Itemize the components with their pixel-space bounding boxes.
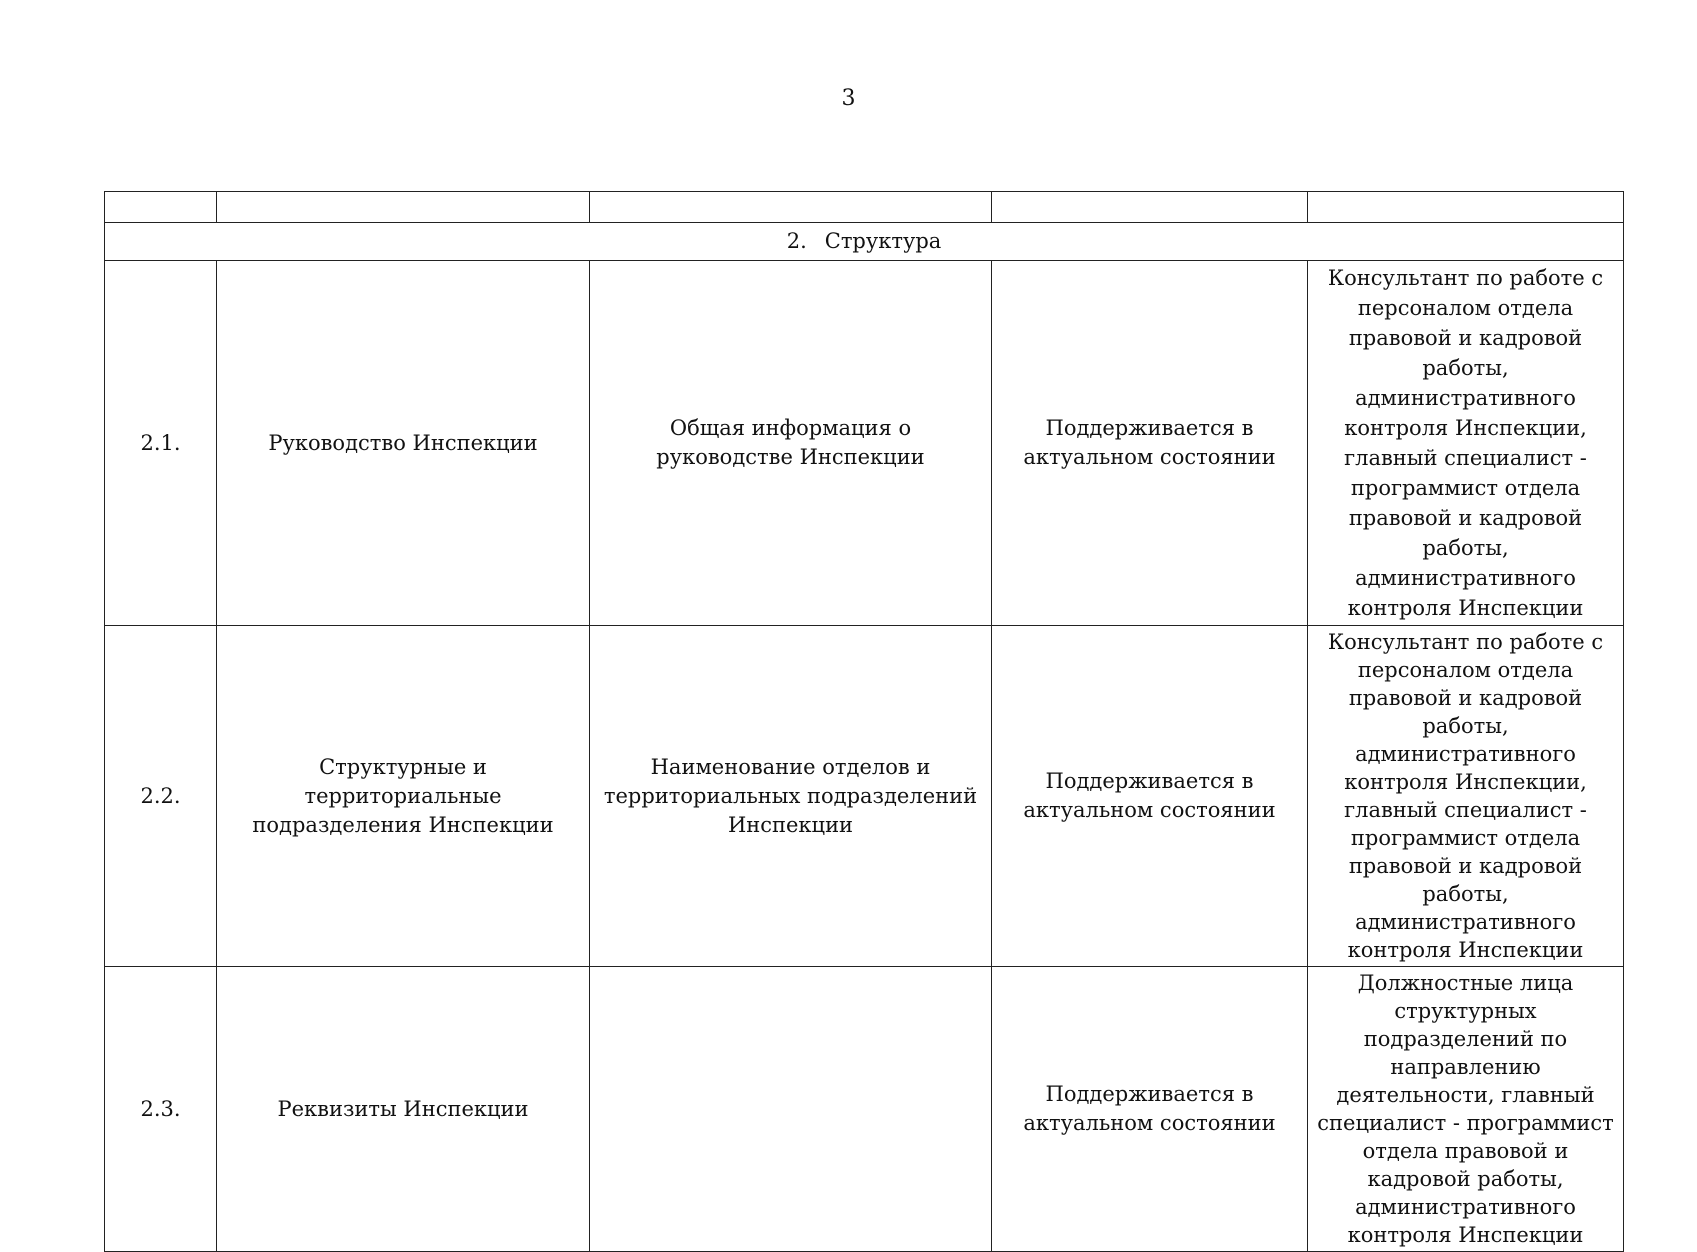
row-content: Наименование отделов и территориальных подразделений Инспекции (590, 626, 992, 967)
empty-cell (105, 192, 217, 223)
table-header-row (105, 192, 1624, 223)
empty-cell (992, 192, 1308, 223)
empty-cell (590, 192, 992, 223)
section-number: 2. (786, 229, 807, 253)
row-responsible: Консультант по работе с персоналом отдела правовой и кадровой работы, административного контроля Инспекции, главный специалист - программист отдела правовой и кадровой работы, административного контроля Инспекции (1308, 626, 1624, 967)
structure-table (104, 191, 1624, 1252)
row-number: 2.1. (105, 261, 217, 626)
row-period: Поддерживается в актуальном состоянии (992, 967, 1308, 1252)
row-content (590, 967, 992, 1252)
row-period: Поддерживается в актуальном состоянии (992, 626, 1308, 967)
row-responsible: Консультант по работе с персоналом отдела правовой и кадровой работы, административного контроля Инспекции, главный специалист - программист отдела правовой и кадровой работы, административного контроля Инспекции (1308, 261, 1624, 626)
empty-cell (1308, 192, 1624, 223)
section-title: Структура (824, 229, 942, 253)
table-row (105, 626, 1624, 967)
row-name: Руководство Инспекции (217, 261, 590, 626)
section-heading-row (105, 223, 1624, 261)
empty-cell (217, 192, 590, 223)
row-content: Общая информация о руководстве Инспекции (590, 261, 992, 626)
table-row (105, 261, 1624, 626)
row-number: 2.3. (105, 967, 217, 1252)
row-name: Структурные и территориальные подразделения Инспекции (217, 626, 590, 967)
row-name: Реквизиты Инспекции (217, 967, 590, 1252)
section-heading (105, 223, 1624, 261)
page-number: 3 (841, 86, 856, 111)
row-period: Поддерживается в актуальном состоянии (992, 261, 1308, 626)
table-row (105, 967, 1624, 1252)
row-number: 2.2. (105, 626, 217, 967)
row-responsible: Должностные лица структурных подразделений по направлению деятельности, главный специалист - программист отдела правовой и кадровой работы, административного контроля Инспекции (1308, 967, 1624, 1252)
